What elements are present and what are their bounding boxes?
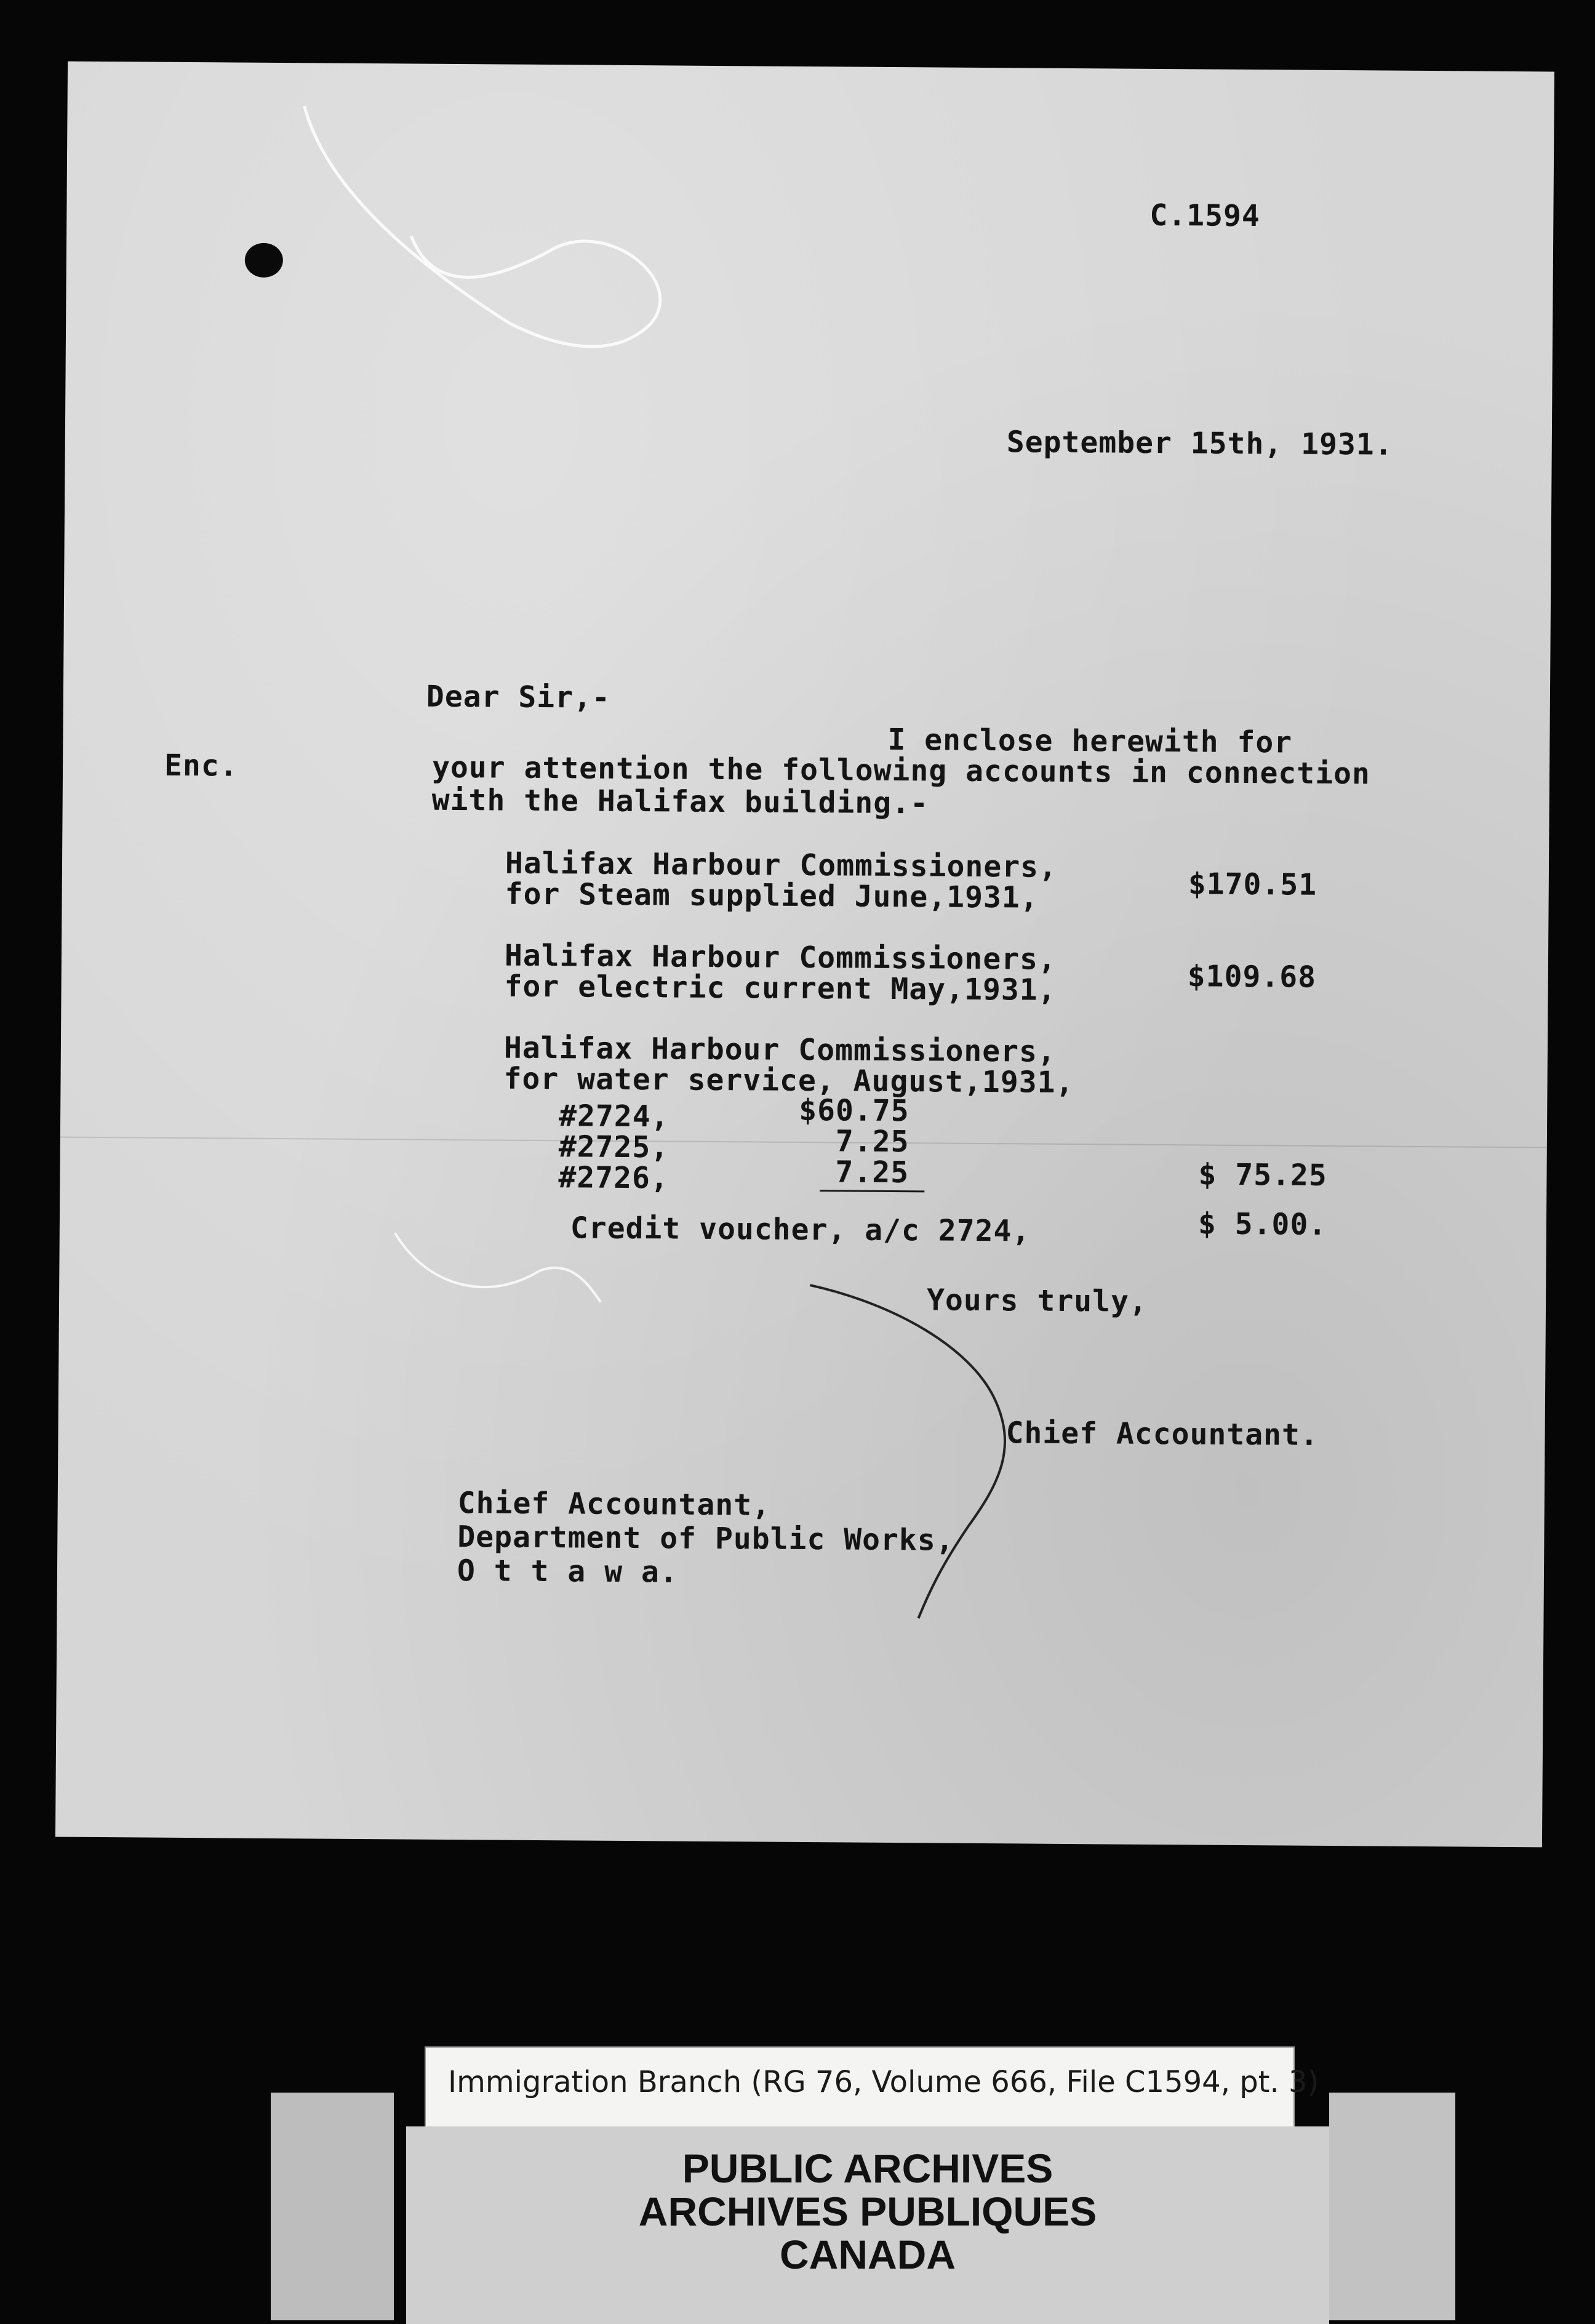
account-payee: Halifax Harbour Commissioners, [504, 938, 1057, 977]
account-description: for Steam supplied June,1931, [505, 876, 1039, 915]
body-line: I enclose herewith for [887, 722, 1293, 760]
water-item-value: 7.25 [835, 1155, 909, 1190]
credit-label: Credit voucher, a/c 2724, [570, 1211, 1031, 1249]
salutation: Dear Sir,- [426, 679, 611, 715]
water-item-ref: #2725, [558, 1129, 670, 1165]
credit-amount: $ 5.00. [1197, 1206, 1327, 1242]
water-item-value: $60.75 [799, 1092, 909, 1129]
archive-stamp-line: PUBLIC ARCHIVES [682, 2146, 1053, 2191]
closing: Yours truly, [926, 1283, 1148, 1319]
addressee-line: O t t a w a. [457, 1553, 678, 1590]
archive-reference-text: Immigration Branch (RG 76, Volume 666, File C1594, pt. 3) [448, 2065, 1319, 2099]
body-line: with the Halifax building.- [431, 782, 929, 821]
water-item-ref: #2726, [558, 1160, 670, 1196]
water-total: $ 75.25 [1198, 1157, 1328, 1193]
file-number: C.1594 [1149, 198, 1260, 234]
addressee-line: Department of Public Works, [457, 1520, 954, 1558]
account-description: for water service, August,1931, [503, 1061, 1074, 1100]
account-amount: $109.68 [1187, 959, 1317, 995]
archive-stamp-line: ARCHIVES PUBLIQUES [638, 2189, 1097, 2234]
letter-date: September 15th, 1931. [1006, 425, 1393, 462]
archive-stamp-line: CANADA [780, 2232, 956, 2277]
archive-reference-label [425, 2046, 1319, 2129]
water-item-value: 7.25 [835, 1124, 909, 1160]
signer-title: Chief Accountant. [1005, 1416, 1319, 1452]
archive-stamp [406, 2126, 1329, 2324]
film-edge-left [271, 2093, 394, 2320]
letter-page [55, 62, 1554, 1848]
account-description: for electric current May,1931, [504, 969, 1057, 1008]
enclosure-note: Enc. [164, 748, 238, 783]
account-amount: $170.51 [1188, 867, 1317, 902]
account-payee: Halifax Harbour Commissioners, [505, 846, 1058, 884]
account-payee: Halifax Harbour Commissioners, [503, 1030, 1057, 1069]
addressee-line: Chief Accountant, [457, 1486, 771, 1523]
body-line: your attention the following accounts in connection [431, 750, 1371, 791]
water-item-ref: #2724, [558, 1099, 670, 1134]
film-edge-right [1329, 2093, 1455, 2320]
